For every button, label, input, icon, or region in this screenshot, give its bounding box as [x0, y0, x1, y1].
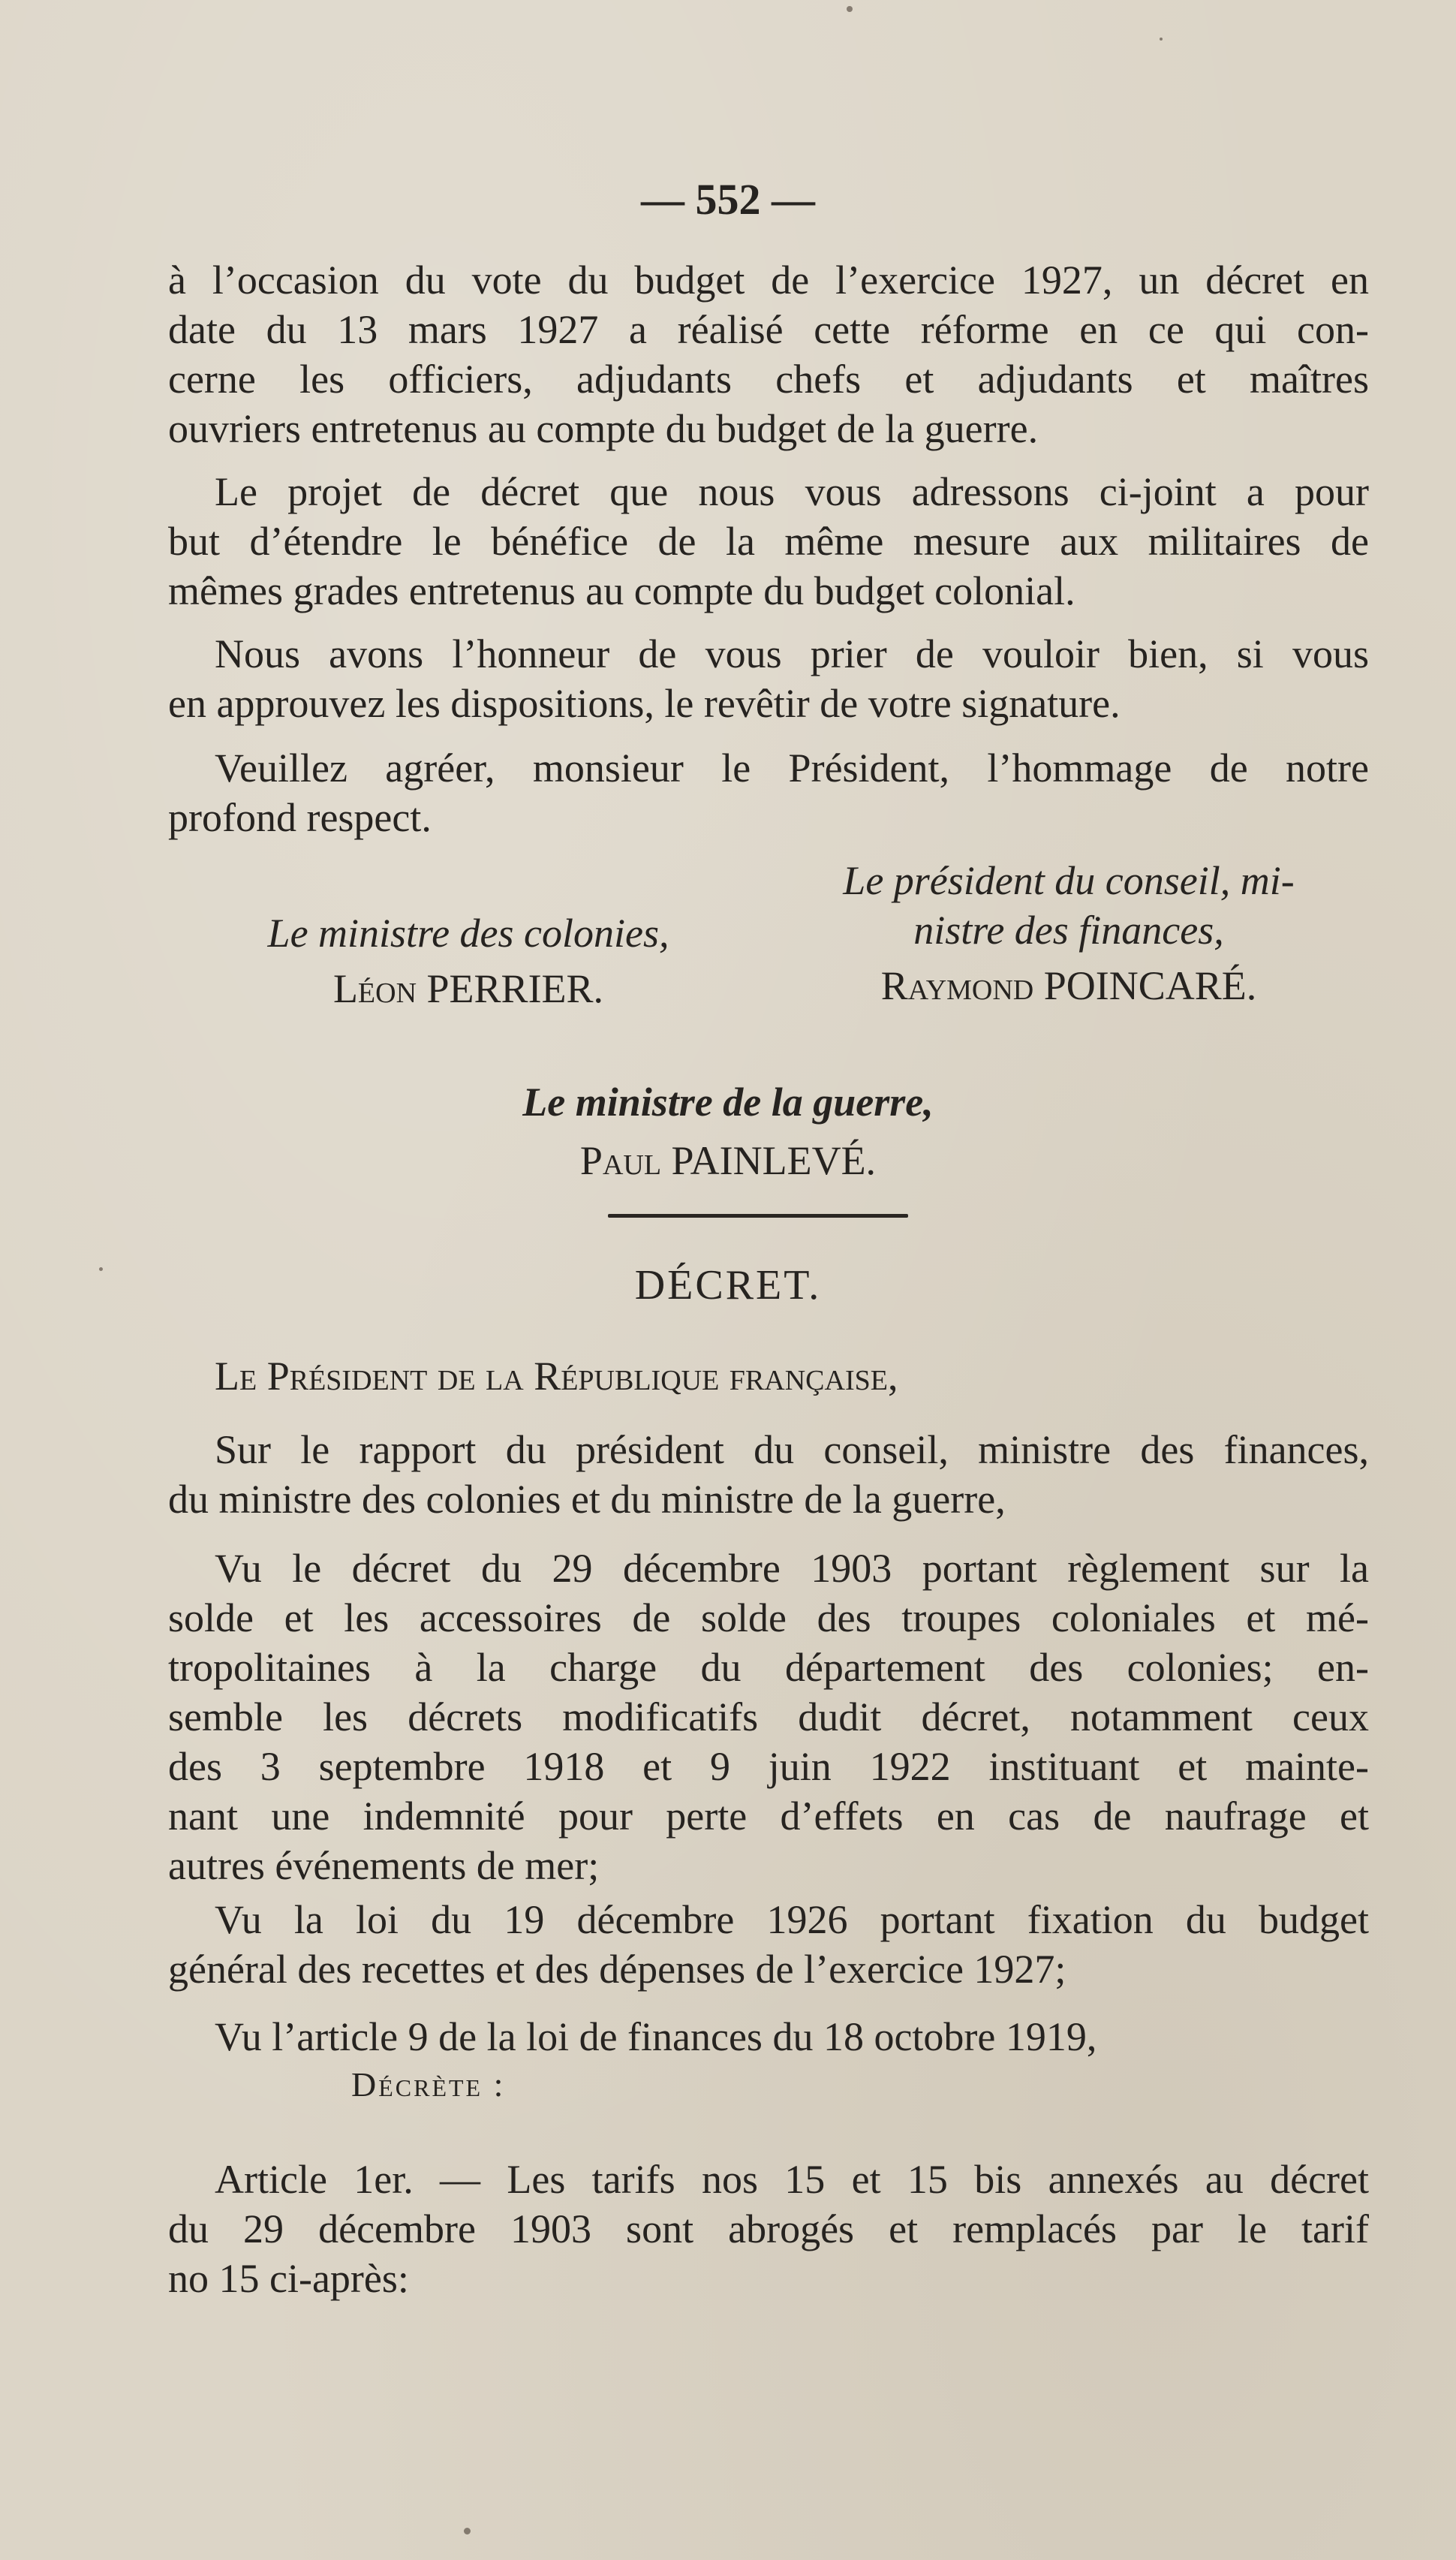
rapport-paragraph	[168, 1425, 1369, 1524]
president-line	[168, 1351, 1369, 1401]
text-line: nant une indemnité pour perte d’effets en cas de naufrage et	[168, 1794, 1369, 1839]
signature-name: Raymond POINCARÉ.	[880, 963, 1257, 1008]
article1-paragraph	[168, 2155, 1369, 2303]
text-line: ouvriers entretenus au compte du budget de la guerre.	[168, 406, 1039, 451]
intro-paragraph	[168, 255, 1369, 453]
text-line: semble les décrets modificatifs dudit décret, notamment ceux	[168, 1694, 1369, 1739]
text-line: des 3 septembre 1918 et 9 juin 1922 instituant et mainte-	[168, 1744, 1369, 1789]
signature-colonies	[183, 908, 754, 1013]
text-line: tropolitaines à la charge du département des colonies; en-	[168, 1645, 1369, 1690]
text-line: Le Président de la République française,	[215, 1354, 898, 1399]
signature-president-conseil	[769, 856, 1369, 1010]
divider-rule	[608, 1214, 908, 1218]
signature-name: Léon PERRIER.	[332, 966, 604, 1011]
text-line: cerne les officiers, adjudants chefs et adjudants et maîtres	[168, 357, 1369, 402]
text-line: profond respect.	[168, 795, 432, 840]
text-line: Vu la loi du 19 décembre 1926 portant fixation du budget	[215, 1897, 1369, 1942]
text-line: Veuillez agréer, monsieur le Président, l’hommage de notre	[215, 745, 1369, 791]
text-line: Vu l’article 9 de la loi de finances du 18 octobre 1919,	[215, 2014, 1097, 2059]
text-line: Vu le décret du 29 décembre 1903 portant règlement sur la	[215, 1546, 1369, 1591]
vu-loi-paragraph	[168, 1895, 1369, 1994]
paper-speck	[464, 2528, 471, 2534]
signature-title: Le ministre de la guerre,	[522, 1080, 934, 1125]
decret-heading: DÉCRET.	[634, 1262, 822, 1309]
text-line: Sur le rapport du président du conseil, ministre des finances,	[215, 1427, 1369, 1472]
text-line: solde et les accessoires de solde des troupes coloniales et mé-	[168, 1595, 1369, 1640]
paper-speck	[1160, 38, 1163, 41]
text-line: Le projet de décret que nous vous adressons ci-joint a pour	[215, 469, 1369, 514]
text-line: en approuvez les dispositions, le revêtir de votre signature.	[168, 681, 1121, 726]
signature-guerre	[0, 1077, 1456, 1185]
vu-article-paragraph	[168, 2012, 1369, 2062]
text-line: but d’étendre le bénéfice de la même mesure aux militaires de	[168, 519, 1369, 564]
vu-decret-paragraph	[168, 1544, 1369, 1890]
veuillez-paragraph	[168, 743, 1369, 842]
text-line: Article 1er. — Les tarifs nos 15 et 15 bis annexés au décret	[215, 2157, 1369, 2202]
text-line: Nous avons l’honneur de vous prier de vouloir bien, si vous	[215, 631, 1369, 676]
decrete-label: Décrète :	[351, 2065, 506, 2104]
text-line: du ministre des colonies et du ministre de la guerre,	[168, 1477, 1006, 1522]
text-line: mêmes grades entretenus au compte du budget colonial.	[168, 568, 1075, 613]
honneur-paragraph	[168, 629, 1369, 728]
signature-title: Le ministre des colonies,	[267, 911, 669, 956]
paper-speck	[847, 6, 853, 12]
signature-title: nistre des finances,	[913, 908, 1224, 953]
text-line: date du 13 mars 1927 a réalisé cette réforme en ce qui con-	[168, 307, 1369, 352]
text-line: à l’occasion du vote du budget de l’exercice 1927, un décret en	[168, 258, 1369, 303]
signature-title: Le président du conseil, mi-	[843, 858, 1295, 903]
text-line: autres événements de mer;	[168, 1843, 600, 1888]
text-line: no 15 ci-après:	[168, 2256, 409, 2301]
page-number: — 552 —	[641, 175, 815, 224]
signature-name: Paul PAINLEVÉ.	[579, 1138, 877, 1183]
text-line: du 29 décembre 1903 sont abrogés et remplacés par le tarif	[168, 2206, 1369, 2251]
projet-paragraph	[168, 467, 1369, 616]
text-line: général des recettes et des dépenses de l’exercice 1927;	[168, 1947, 1066, 1992]
